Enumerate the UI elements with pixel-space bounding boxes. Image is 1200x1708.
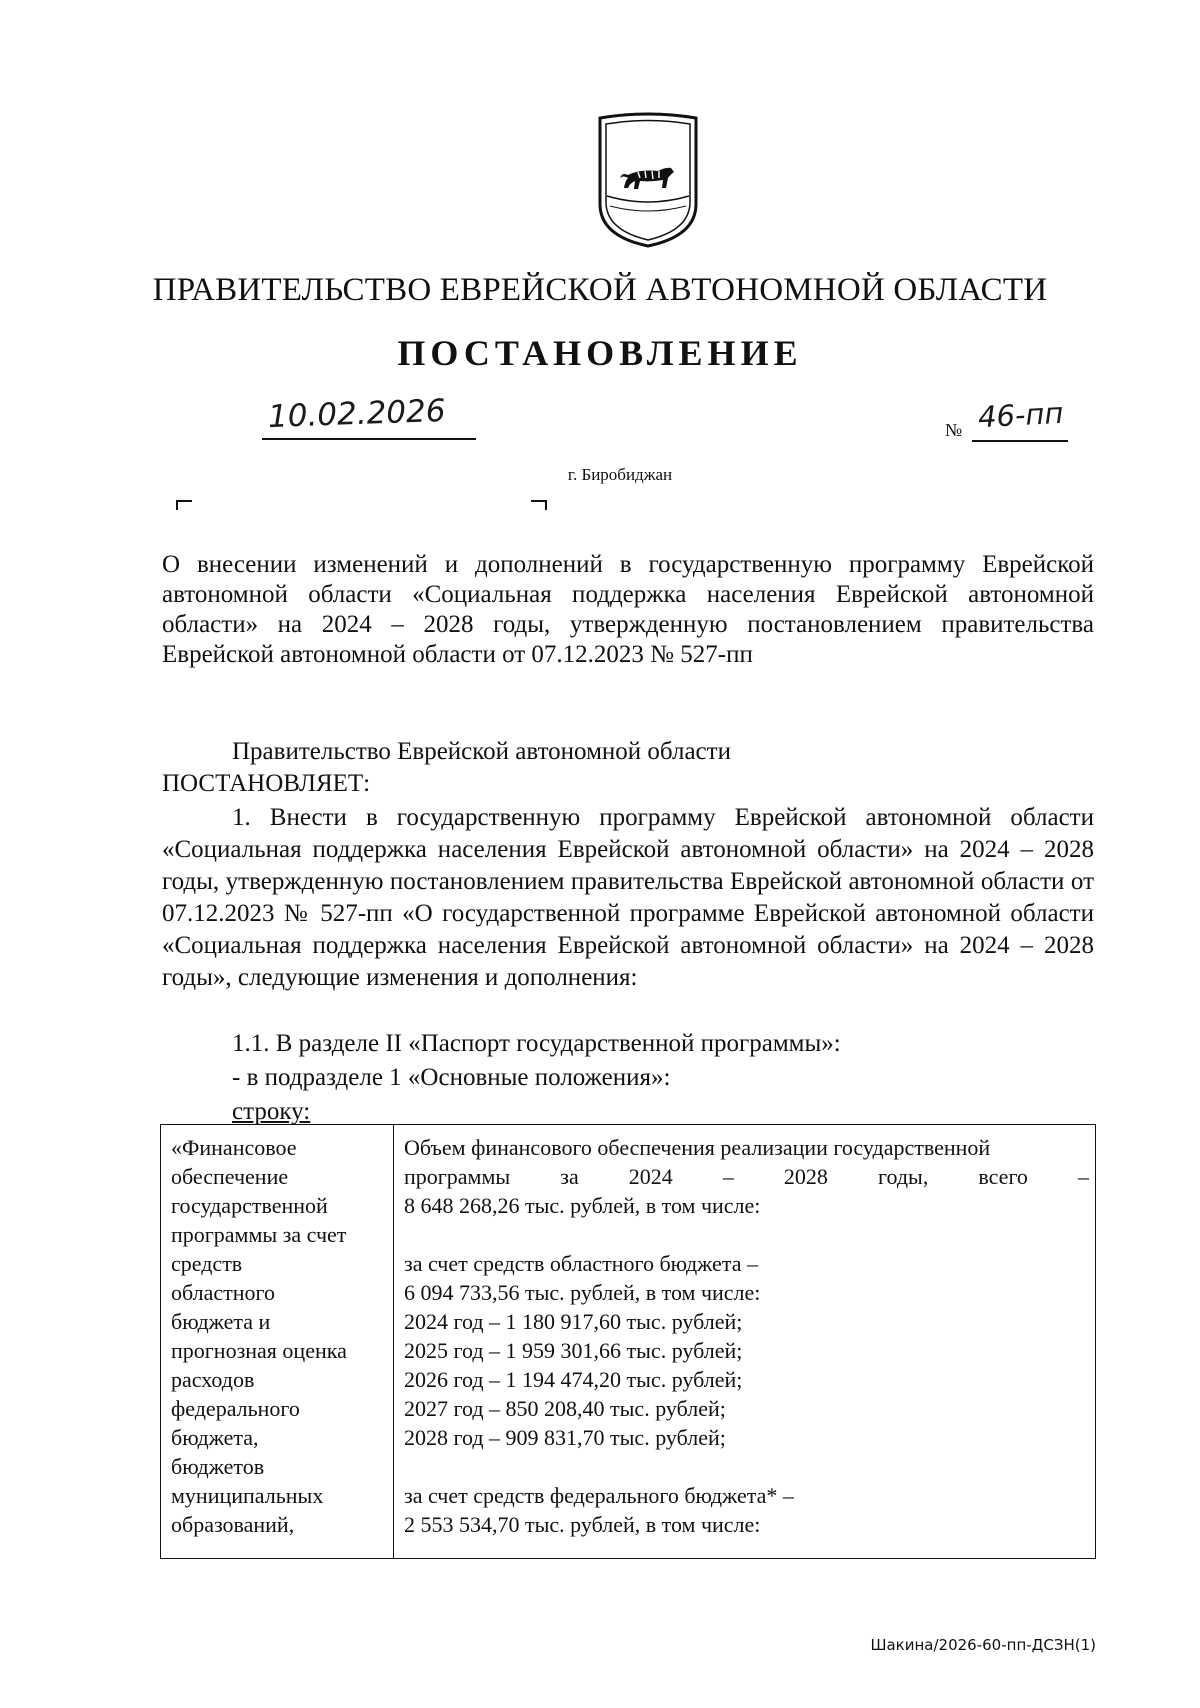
coat-of-arms-tiger-icon xyxy=(588,112,708,250)
footer-document-code: Шакина/2026-60-пп-ДСЗН(1) xyxy=(870,1636,1096,1654)
table-line: 2 553 534,70 тыс. рублей, в том числе: xyxy=(404,1512,761,1537)
financing-table xyxy=(160,1124,1096,1559)
row-title-lines xyxy=(171,1133,387,1539)
table-line: областного xyxy=(171,1280,276,1305)
subsection-line: - в подразделе 1 «Основные положения»: xyxy=(232,1064,671,1091)
table-line xyxy=(404,1220,1089,1249)
table-line: расходов xyxy=(171,1367,255,1392)
table-line: 2026 год – 1 194 474,20 тыс. рублей; xyxy=(404,1367,743,1392)
table-line: образований, xyxy=(171,1512,295,1537)
table-line: программы за 2024 – 2028 годы, всего – xyxy=(404,1164,1089,1189)
paragraph-1: 1. Внести в государственную программу Еврейской автономной области «Социальная поддержка населения Еврейской автономной области» на 2024 – 2028 годы, утвержденную постановлением правительства Еврейской автономной области от 07.12.2023 № 527-пп «О государственной программе Еврейской автономной области «Социальная поддержка населения Еврейской автономной области» на 2024 – 2028 годы», следующие изменения и дополнения: xyxy=(162,804,1094,991)
table-line: муниципальных xyxy=(171,1483,324,1508)
row-title-cell xyxy=(161,1125,394,1559)
table-line: 2028 год – 909 831,70 тыс. рублей; xyxy=(404,1425,726,1450)
table-line: 8 648 268,26 тыс. рублей, в том числе: xyxy=(404,1193,761,1218)
handwritten-number: 46-пп xyxy=(977,395,1065,435)
subparagraph-1-1: 1.1. В разделе II «Паспорт государственной программы»: xyxy=(232,1030,841,1057)
table-line: «Финансовое xyxy=(171,1135,297,1160)
table-row xyxy=(161,1125,1096,1559)
table-line: 2024 год – 1 180 917,60 тыс. рублей; xyxy=(404,1309,743,1334)
table-line: средств xyxy=(171,1251,243,1276)
handwritten-date: 10.02.2026 xyxy=(267,392,447,436)
table-line xyxy=(404,1452,1089,1481)
table-line: за счет средств федерального бюджета* – xyxy=(404,1483,794,1508)
table-line: 6 094 733,56 тыс. рублей, в том числе: xyxy=(404,1280,761,1305)
row-label: строку: xyxy=(232,1098,311,1125)
table-line: государственной xyxy=(171,1193,328,1218)
table-line: 2025 год – 1 959 301,66 тыс. рублей; xyxy=(404,1338,743,1363)
right-corner-mark xyxy=(531,500,547,510)
row-value-lines xyxy=(404,1191,1089,1539)
table-line: бюджета, xyxy=(171,1425,259,1450)
table-line: за счет средств областного бюджета – xyxy=(404,1251,758,1276)
table-line: федерального xyxy=(171,1396,300,1421)
organization-title: ПРАВИТЕЛЬСТВО ЕВРЕЙСКОЙ АВТОНОМНОЙ ОБЛАСТИ xyxy=(152,272,1048,308)
number-label: № xyxy=(945,420,963,440)
table-line: Объем финансового обеспечения реализации государственной xyxy=(404,1135,991,1160)
table-line: бюджета и xyxy=(171,1309,271,1334)
resolves-line: ПОСТАНОВЛЯЕТ: xyxy=(162,770,371,797)
city-line: г. Биробиджан xyxy=(567,465,673,484)
document-type-heading: ПОСТАНОВЛЕНИЕ xyxy=(397,333,803,373)
document-subject: О внесении изменений и дополнений в государственную программу Еврейской автономной области «Социальная поддержка населения Еврейской автономной области» на 2024 – 2028 годы, утвержденную постановлением правительства Еврейской автономной области от 07.12.2023 № 527-пп xyxy=(162,551,1094,668)
table-line: прогнозная оценка xyxy=(171,1338,347,1363)
government-line: Правительство Еврейской автономной области xyxy=(232,738,731,765)
table-line: 2027 год – 850 208,40 тыс. рублей; xyxy=(404,1396,726,1421)
table-line: бюджетов xyxy=(171,1454,265,1479)
table-line: обеспечение xyxy=(171,1164,289,1189)
row-value-cell xyxy=(394,1125,1096,1559)
table-line: программы за счет xyxy=(171,1222,347,1247)
left-corner-mark xyxy=(176,500,192,510)
